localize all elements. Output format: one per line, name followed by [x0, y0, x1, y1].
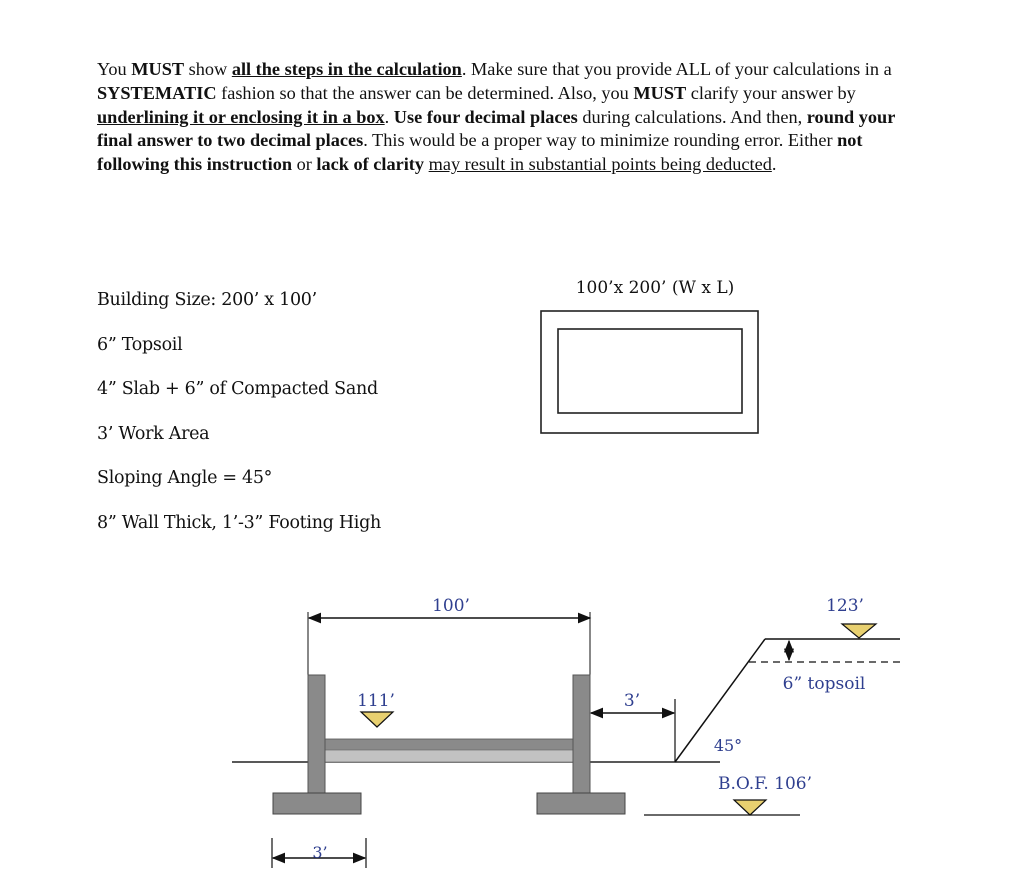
plan-inner-rect — [558, 329, 742, 413]
instr-text: during calculations. And then, — [577, 106, 807, 127]
footing-width-label: 3’ — [312, 843, 328, 862]
instr-text: . — [771, 154, 777, 175]
instr-bold: not following this instruction — [97, 130, 863, 175]
instr-text: or — [292, 154, 317, 175]
instr-text: . This would be a proper way to minimize rounding error. Either — [363, 130, 838, 151]
topsoil-label: 6” topsoil — [782, 674, 866, 694]
given-sloping-angle: Sloping Angle = 45° — [97, 468, 273, 488]
instr-text: You — [97, 59, 132, 79]
instr-bold-underline: all the steps in the calculation — [231, 59, 462, 79]
given-wall: 8” Wall Thick, 1’-3” Footing High — [97, 513, 381, 533]
instr-underline: may result in substantial points being deducted — [428, 154, 772, 175]
floor-elevation-label: 111’ — [357, 691, 395, 711]
instr-bold: Use four decimal places — [393, 106, 578, 127]
left-wall — [308, 675, 325, 793]
instr-text: fashion so that the answer can be determined. Also, you — [216, 82, 634, 103]
instr-text: . — [384, 106, 394, 127]
instr-bold: MUST — [131, 59, 185, 79]
given-work-area: 3’ Work Area — [97, 424, 210, 444]
floor-elevation-triangle-icon — [361, 712, 393, 727]
instr-bold: lack of clarity — [316, 154, 425, 175]
right-wall — [573, 675, 590, 793]
instr-text: clarify your answer by — [686, 82, 856, 103]
work-area-label: 3’ — [623, 691, 641, 711]
instr-bold: SYSTEMATIC — [97, 82, 217, 103]
instr-bold: MUST — [633, 82, 687, 103]
given-topsoil: 6” Topsoil — [97, 335, 183, 355]
slope-angle-label: 45° — [713, 736, 743, 755]
instr-text: show — [184, 59, 232, 79]
bof-triangle-icon — [734, 800, 766, 815]
instr-bold-underline: underlining it or enclosing it in a box — [97, 106, 385, 127]
ground-elevation-triangle-icon — [842, 624, 876, 638]
instr-bold: round your final answer to two decimal places — [97, 106, 895, 151]
slab — [325, 739, 573, 750]
ground-elevation-label: 123’ — [826, 596, 864, 616]
compacted-sand — [325, 750, 573, 762]
right-footing — [537, 793, 625, 814]
width-label: 100’ — [432, 596, 470, 616]
bof-label: B.O.F. 106’ — [717, 774, 813, 794]
given-slab: 4” Slab + 6” of Compacted Sand — [97, 379, 378, 399]
given-building-size: Building Size: 200’ x 100’ — [97, 290, 317, 310]
plan-view-label: 100’x 200’ (W x L) — [575, 278, 735, 298]
instr-text: . Make sure that you provide ALL of your calculations in a — [461, 59, 892, 79]
left-footing — [273, 793, 361, 814]
